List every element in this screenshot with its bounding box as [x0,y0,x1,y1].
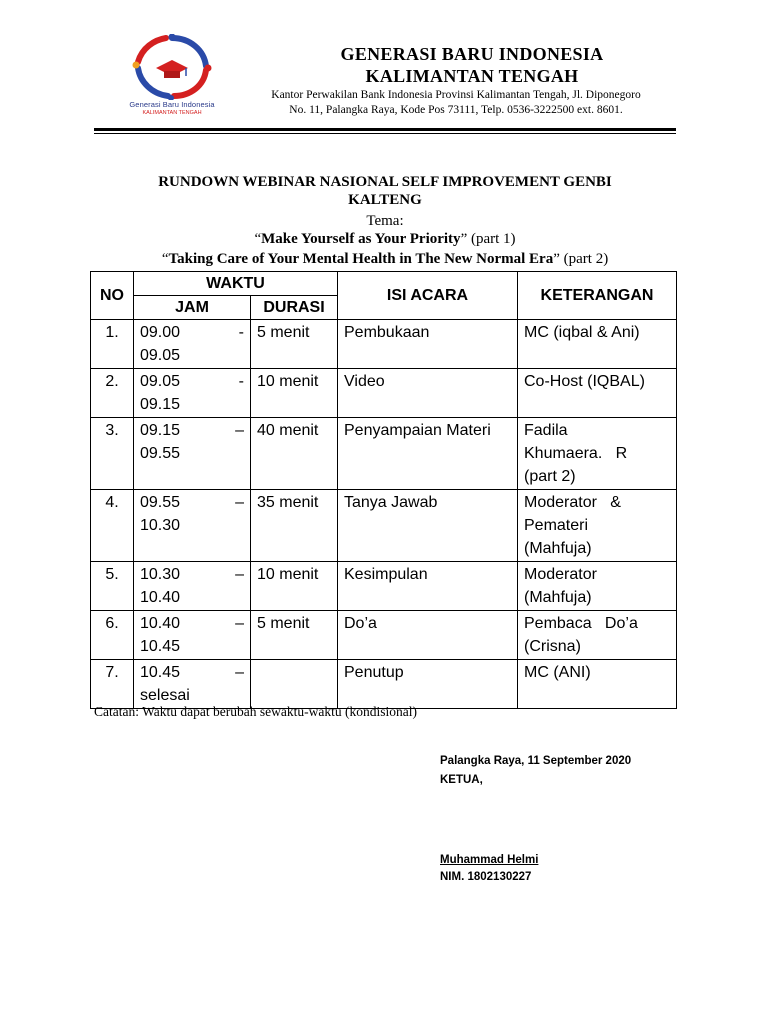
jam-end: 10.30 [140,517,181,534]
row-number: 6. [91,611,134,660]
jam-start: 09.15 [140,422,181,439]
row-durasi [251,660,338,709]
signature-role: KETUA, [440,774,483,786]
theme-part-1-title: Make Yourself as Your Priority [261,231,461,247]
address-line-1: Kantor Perwakilan Bank Indonesia Provinsi Kalimantan Tengah, Jl. Diponegoro [271,89,641,101]
jam-start: 09.55 [140,494,181,511]
row-number: 7. [91,660,134,709]
theme-part-2-title: Taking Care of Your Mental Health in The New Normal Era [168,251,554,267]
signature-nim: NIM. 1802130227 [440,871,532,883]
theme-label: Tema: [366,213,404,229]
genbi-logo [116,30,228,126]
keterangan-line: Moderator [524,566,597,583]
jam-separator: – [235,566,244,583]
jam-end: 10.40 [140,589,181,606]
row-number: 1. [91,320,134,369]
keterangan-line: (Mahfuja) [524,540,592,557]
row-jam [134,369,251,418]
address-line-2: No. 11, Palangka Raya, Kode Pos 73111, Telp. 0536-3222500 ext. 8601. [289,104,623,116]
row-keterangan [518,320,677,369]
jam-separator: - [238,324,244,341]
document-title-line-1: RUNDOWN WEBINAR NASIONAL SELF IMPROVEMENT GENBI [158,174,612,190]
row-keterangan [518,418,677,490]
genbi-emblem-icon [132,34,212,100]
logo-name: Generasi Baru Indonesia [129,100,215,109]
row-durasi: 5 menit [251,320,338,369]
header-jam: JAM [134,296,251,320]
theme-part-2: “Taking Care of Your Mental Health in The New Normal Era” (part 2) [161,251,609,267]
row-durasi: 5 menit [251,611,338,660]
organization-region: KALIMANTAN TENGAH [365,66,579,86]
jam-start: 10.45 [140,664,181,681]
jam-end: 09.05 [140,347,181,364]
document-title-line-2: KALTENG [348,192,422,208]
table-row [91,369,677,418]
keterangan-line: Pembaca Do’a [524,615,638,632]
row-keterangan [518,369,677,418]
keterangan-line: Pemateri [524,517,589,534]
row-jam [134,611,251,660]
table-row [91,611,677,660]
header-no: NO [91,272,134,320]
row-number: 5. [91,562,134,611]
jam-start: 10.30 [140,566,181,583]
jam-separator: – [235,664,244,681]
header-durasi: DURASI [251,296,338,320]
jam-separator: – [235,494,244,511]
row-jam [134,562,251,611]
jam-start: 10.40 [140,615,181,632]
jam-end: 09.15 [140,396,181,413]
signature-name: Muhammad Helmi [440,854,539,866]
row-keterangan [518,660,677,709]
row-isi-acara: Do’a [338,611,518,660]
row-keterangan [518,490,677,562]
keterangan-line: MC (iqbal & Ani) [524,324,640,341]
row-isi-acara: Penutup [338,660,518,709]
rundown-table [90,271,677,709]
jam-end: 09.55 [140,445,181,462]
table-row [91,562,677,611]
jam-separator: – [235,615,244,632]
row-jam [134,490,251,562]
rundown-body [91,320,677,709]
row-durasi: 35 menit [251,490,338,562]
keterangan-line: (Mahfuja) [524,589,592,606]
logo-subtitle: KALIMANTAN TENGAH [142,110,202,116]
row-durasi: 10 menit [251,562,338,611]
jam-end: selesai [140,687,190,704]
keterangan-line: Co-Host (IQBAL) [524,373,645,390]
row-isi-acara: Video [338,369,518,418]
organization-name: GENERASI BARU INDONESIA [340,44,604,64]
keterangan-line: (Crisna) [524,638,581,655]
jam-separator: - [238,373,244,390]
row-number: 3. [91,418,134,490]
note: Catatan: Waktu dapat berubah sewaktu-waktu (kondisional) [94,704,417,719]
keterangan-line: Moderator & [524,494,621,511]
jam-start: 09.00 [140,324,181,341]
letterhead-rule-thin [94,133,676,134]
row-jam [134,320,251,369]
keterangan-line: MC (ANI) [524,664,591,681]
row-isi-acara: Tanya Jawab [338,490,518,562]
row-durasi: 40 menit [251,418,338,490]
theme-part-1: “Make Yourself as Your Priority” (part 1) [254,231,516,247]
keterangan-line: Khumaera. R [524,445,628,462]
row-keterangan [518,611,677,660]
row-isi-acara: Penyampaian Materi [338,418,518,490]
jam-end: 10.45 [140,638,181,655]
header-isi-acara: ISI ACARA [338,272,518,320]
row-number: 4. [91,490,134,562]
row-keterangan [518,562,677,611]
table-row [91,320,677,369]
row-jam [134,418,251,490]
signature-place-date: Palangka Raya, 11 September 2020 [440,755,632,767]
header-keterangan: KETERANGAN [518,272,677,320]
letterhead-rule-thick [94,128,676,131]
keterangan-line: Fadila [524,422,568,439]
table-row [91,490,677,562]
keterangan-line: (part 2) [524,468,576,485]
row-number: 2. [91,369,134,418]
jam-start: 09.05 [140,373,181,390]
row-isi-acara: Kesimpulan [338,562,518,611]
row-isi-acara: Pembukaan [338,320,518,369]
header-waktu: WAKTU [134,272,338,296]
row-jam [134,660,251,709]
jam-separator: – [235,422,244,439]
table-row [91,418,677,490]
table-row [91,660,677,709]
row-durasi: 10 menit [251,369,338,418]
